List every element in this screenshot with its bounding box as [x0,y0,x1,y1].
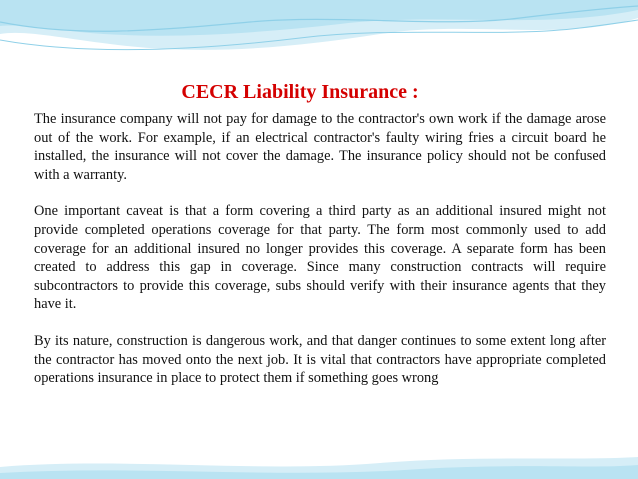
paragraph-2: One important caveat is that a form covering a third party as an additional insured might not provide completed operations coverage for that party. The form most commonly used to add coverage for an additional insured no longer provides this coverage. A separate form has been created to address this gap in coverage. Since many construction contracts will require subcontractors to provide this coverage, subs should verify with their insurance agents that they have it. [34,203,606,313]
slide-title: CECR Liability Insurance : [181,81,419,103]
slide-body [34,110,606,406]
top-wave-decoration [0,0,638,70]
paragraph-1: The insurance company will not pay for damage to the contractor's own work if the damage arose out of the work. For example, if an electrical contractor's faulty wiring fries a circuit board he installed, the insurance will not cover the damage. The insurance policy should not be confused with a warranty. [34,111,606,183]
paragraph-3: By its nature, construction is dangerous work, and that danger continues to some extent long after the contractor has moved onto the next job. It is vital that contractors have appropriate completed operations insurance in place to protect them if something goes wrong [34,332,606,387]
bottom-wave-decoration [0,449,638,479]
